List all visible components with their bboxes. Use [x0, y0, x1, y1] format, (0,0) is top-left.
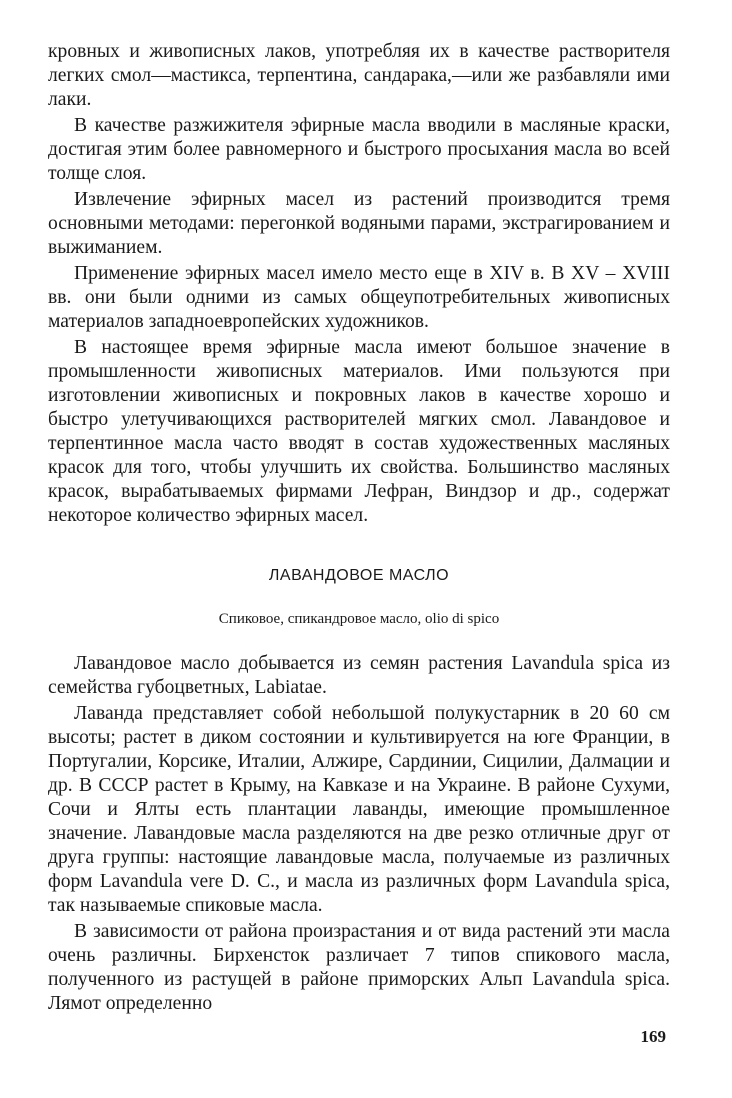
paragraph: В качестве разжижителя эфирные масла вводили в масляные краски, достигая этим более равномерного и быстрого просыхания масла во всей толще слоя. — [48, 115, 670, 184]
page-number: 169 — [640, 1027, 666, 1046]
paragraph: Извлечение эфирных масел из растений производится тремя основными методами: перегонкой водяными парами, экстрагированием и выжиманием. — [48, 189, 670, 258]
section-subheading: Спиковое, спикандровое масло, olio di spico — [218, 611, 500, 627]
text-block-top — [48, 40, 670, 528]
paragraph: кровных и живописных лаков, употребляя их в качестве растворителя легких смол—мастикса, терпентина, сандарака,—или же разбавляли ими лаки. — [48, 41, 670, 110]
book-page — [48, 40, 670, 1018]
paragraph: Применение эфирных масел имело место еще в XIV в. В XV – XVIII вв. они были одними из самых общеупотребительных живописных материалов западноевропейских художников. — [48, 263, 670, 332]
paragraph: В настоящее время эфирные масла имеют большое значение в промышленности живописных материалов. Ими пользуются при изготовлении живописных и покровных лаков в качестве хорошо и быстро улетучивающихся растворителей мягких смол. Лавандовое и терпентинное масла часто вводят в состав художественных масляных красок для того, чтобы улучшить их свойства. Большинство масляных красок, вырабатываемых фирмами Лефран, Виндзор и др., содержат некоторое количество эфирных масел. — [48, 337, 670, 526]
paragraph: Лавандовое масло добывается из семян растения Lavandula spica из семейства губоцветных, Labiatae. — [48, 653, 670, 698]
section-heading: ЛАВАНДОВОЕ МАСЛО — [268, 567, 450, 584]
paragraph: Лаванда представляет собой небольшой полукустарник в 20 60 см высоты; растет в диком состоянии и культивируется на юге Франции, в Португалии, Корсике, Италии, Алжире, Сардинии, Сицилии, Далмации и др. В СССР растет в Крыму, на Кавказе и на Украине. В районе Сухуми, Сочи и Ялты есть плантации лаванды, имеющие промышленное значение. Лавандовые масла разделяются на две резко отличные друг от друга группы: настоящие лавандовые масла, получаемые из различных форм Lavandula vere D. C., и масла из различных форм Lavandula spica, так называемые спиковые масла. — [48, 703, 670, 916]
paragraph: В зависимости от района произрастания и от вида растений эти масла очень различны. Бирхенсток различает 7 типов спикового масла, полученного из растущей в районе приморских Альп Lavandula spica. Лямот определенно — [48, 921, 670, 1014]
text-block-bottom — [48, 652, 670, 1016]
